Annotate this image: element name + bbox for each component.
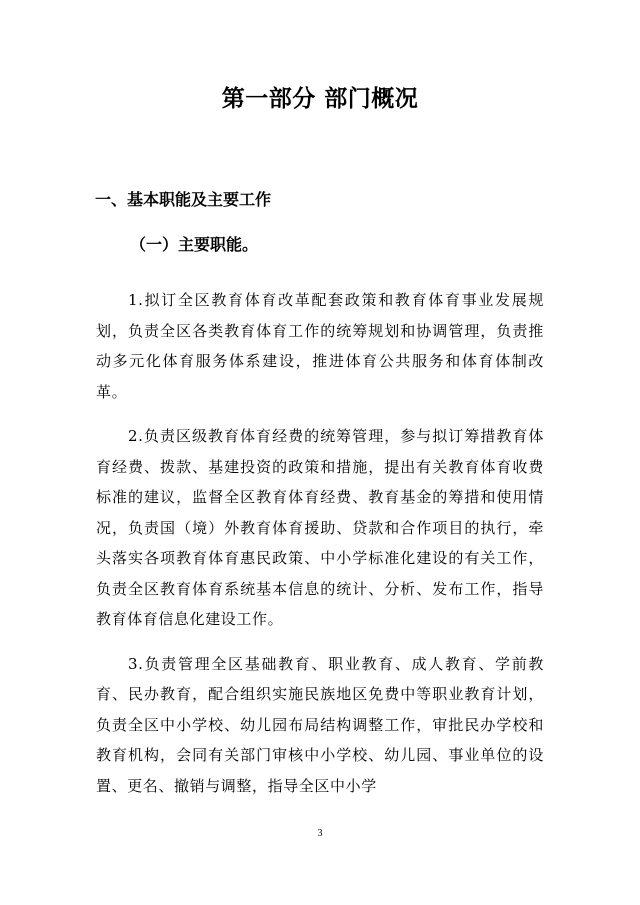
body-text bbox=[96, 285, 544, 815]
paragraph-1: 1.拟订全区教育体育改革配套政策和教育体育事业发展规划，负责全区各类教育体育工作的统筹规划和协调管理，负责推动多元化体育服务体系建设，推进体育公共服务和体育体制改革。 bbox=[96, 291, 544, 401]
page-number: 3 bbox=[317, 828, 323, 839]
page-title: 第一部分 部门概况 bbox=[221, 86, 419, 112]
sub-heading: （一）主要职能。 bbox=[130, 235, 259, 254]
paragraph-3: 3.负责管理全区基础教育、职业教育、成人教育、学前教育、民办教育，配合组织实施民族地区免费中等职业教育计划，负责全区中小学校、幼儿园布局结构调整工作，审批民办学校和 教育机构，会同有关部门审核中小学校、幼儿园、事业单位的设置、更名、撤销与调整，指导全区中小学 bbox=[96, 654, 544, 795]
paragraph-2: 2.负责区级教育体育经费的统筹管理，参与拟订筹措教育体育经费、拨款、基建投资的政策和措施，提出有关教育体育收费标准的建议，监督全区教育体育经费、教育基金的筹措和使用情况，负责国（境）外教育体育援助、贷款和合作项目的执行，牵头落实各项教育体育惠民政策、中小学标准化建设的有关工作，负责全区教育体育系统基本信息的统计、分析、发布工作，指导教育体育信息化建设工作。 bbox=[96, 427, 544, 628]
section-heading: 一、基本职能及主要工作 bbox=[95, 190, 272, 209]
